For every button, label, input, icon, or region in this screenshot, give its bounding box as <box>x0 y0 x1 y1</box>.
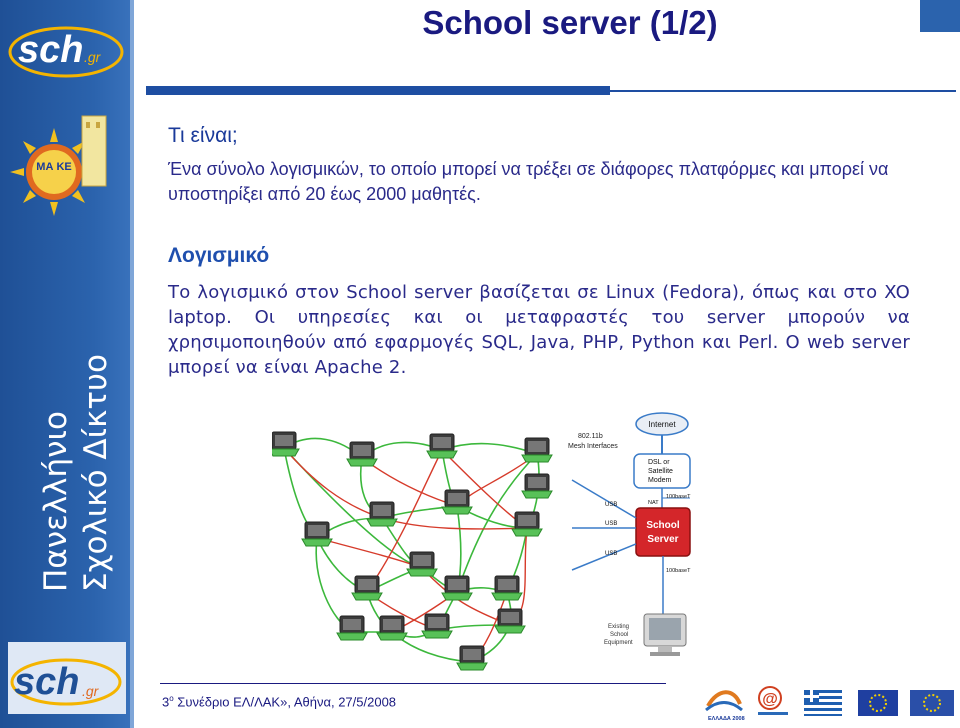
footer-superscript: ο <box>169 694 174 703</box>
equipment-line-3: Equipment <box>604 640 633 646</box>
logo-year-text: ΕΛΛΑΔΑ 2008 <box>708 716 745 722</box>
section1-text: Ένα σύνολο λογισμικών, το οποίο μπορεί να τρέξει σε διάφορες πλατφόρμες και μπορεί να υποστηρίξει από 20 έως 2000 μαθητές. <box>168 159 889 204</box>
logo-suffix: .gr <box>84 49 101 65</box>
footer-prefix: 3 <box>162 694 170 710</box>
infrastructure <box>568 413 691 656</box>
emblem-icon <box>10 110 114 230</box>
equipment-line-2: School <box>610 632 629 638</box>
modem-line-1: DSL or <box>648 459 670 466</box>
usb-label-3: USB <box>605 551 618 557</box>
sch-logo-bottom <box>8 642 126 714</box>
secondary-logo-icon <box>910 690 954 716</box>
title-rule-thin <box>610 90 956 92</box>
network-diagram <box>272 410 712 672</box>
section1-heading: Τι είναι; <box>168 124 238 147</box>
eu-flag-icon <box>858 690 898 716</box>
internet-label: Internet <box>648 420 676 429</box>
base-top-label: 100baseT <box>666 494 691 500</box>
internet-cloud-icon <box>636 413 688 435</box>
footer-text <box>162 694 396 709</box>
mesh-label-1: 802.11b <box>578 433 603 440</box>
greek-flag-icon <box>804 690 842 716</box>
greece-2008-logo <box>706 692 745 722</box>
vertical-title <box>2 250 132 600</box>
vertical-text-line1: Πανελλήνιο <box>38 411 74 592</box>
school-server-box <box>636 508 690 556</box>
server-line-1: School <box>646 520 680 531</box>
equipment-line-1: Existing <box>608 624 630 630</box>
top-right-accent <box>920 0 960 32</box>
sidebar <box>0 0 134 728</box>
laptop-icons <box>272 432 552 670</box>
bottom-logo-suffix: .gr <box>82 683 99 699</box>
footer-conference: Συνέδριο ΕΛ/ΛΑΚ», Αθήνα, 27/5/2008 <box>173 694 397 710</box>
bottom-logo-text: sch <box>14 661 80 703</box>
mesh-label-2: Mesh Interfaces <box>568 443 618 450</box>
logo-text: sch <box>18 29 84 71</box>
usb-label-2: USB <box>605 521 618 527</box>
nat-label: NAT <box>648 500 659 506</box>
footer-rule <box>160 683 666 684</box>
modem-line-3: Modem <box>648 477 672 484</box>
footer-logos <box>700 682 958 726</box>
desktop-computer-icon <box>644 614 686 656</box>
slide-title: School server (1/2) <box>422 4 718 41</box>
section2-heading: Λογισμικό <box>168 244 270 267</box>
sch-logo <box>8 18 126 82</box>
server-line-2: Server <box>647 534 679 545</box>
vertical-text-line2: Σχολικό Δίκτυο <box>78 354 114 592</box>
svg-text:@: @ <box>762 691 778 708</box>
title-rule <box>146 86 610 95</box>
modem-line-2: Satellite <box>648 468 673 475</box>
base-bottom-label: 100baseT <box>666 568 691 574</box>
emblem-text: ΜΑ ΚΕ <box>36 161 72 173</box>
at-symbol-icon <box>758 687 788 715</box>
usb-label-1: USB <box>605 502 618 508</box>
section2-text: Το λογισμικό στον School server βασίζεται σε Linux (Fedora), όπως και στο XO laptop. Οι υπηρεσίες και οι μεταφραστές του server μπορούν να χρησιμοποιηθούν από εφαρμογές SQL, Java, PHP, Python και Perl. O web server μπορεί να είναι Apache 2. <box>168 282 910 378</box>
